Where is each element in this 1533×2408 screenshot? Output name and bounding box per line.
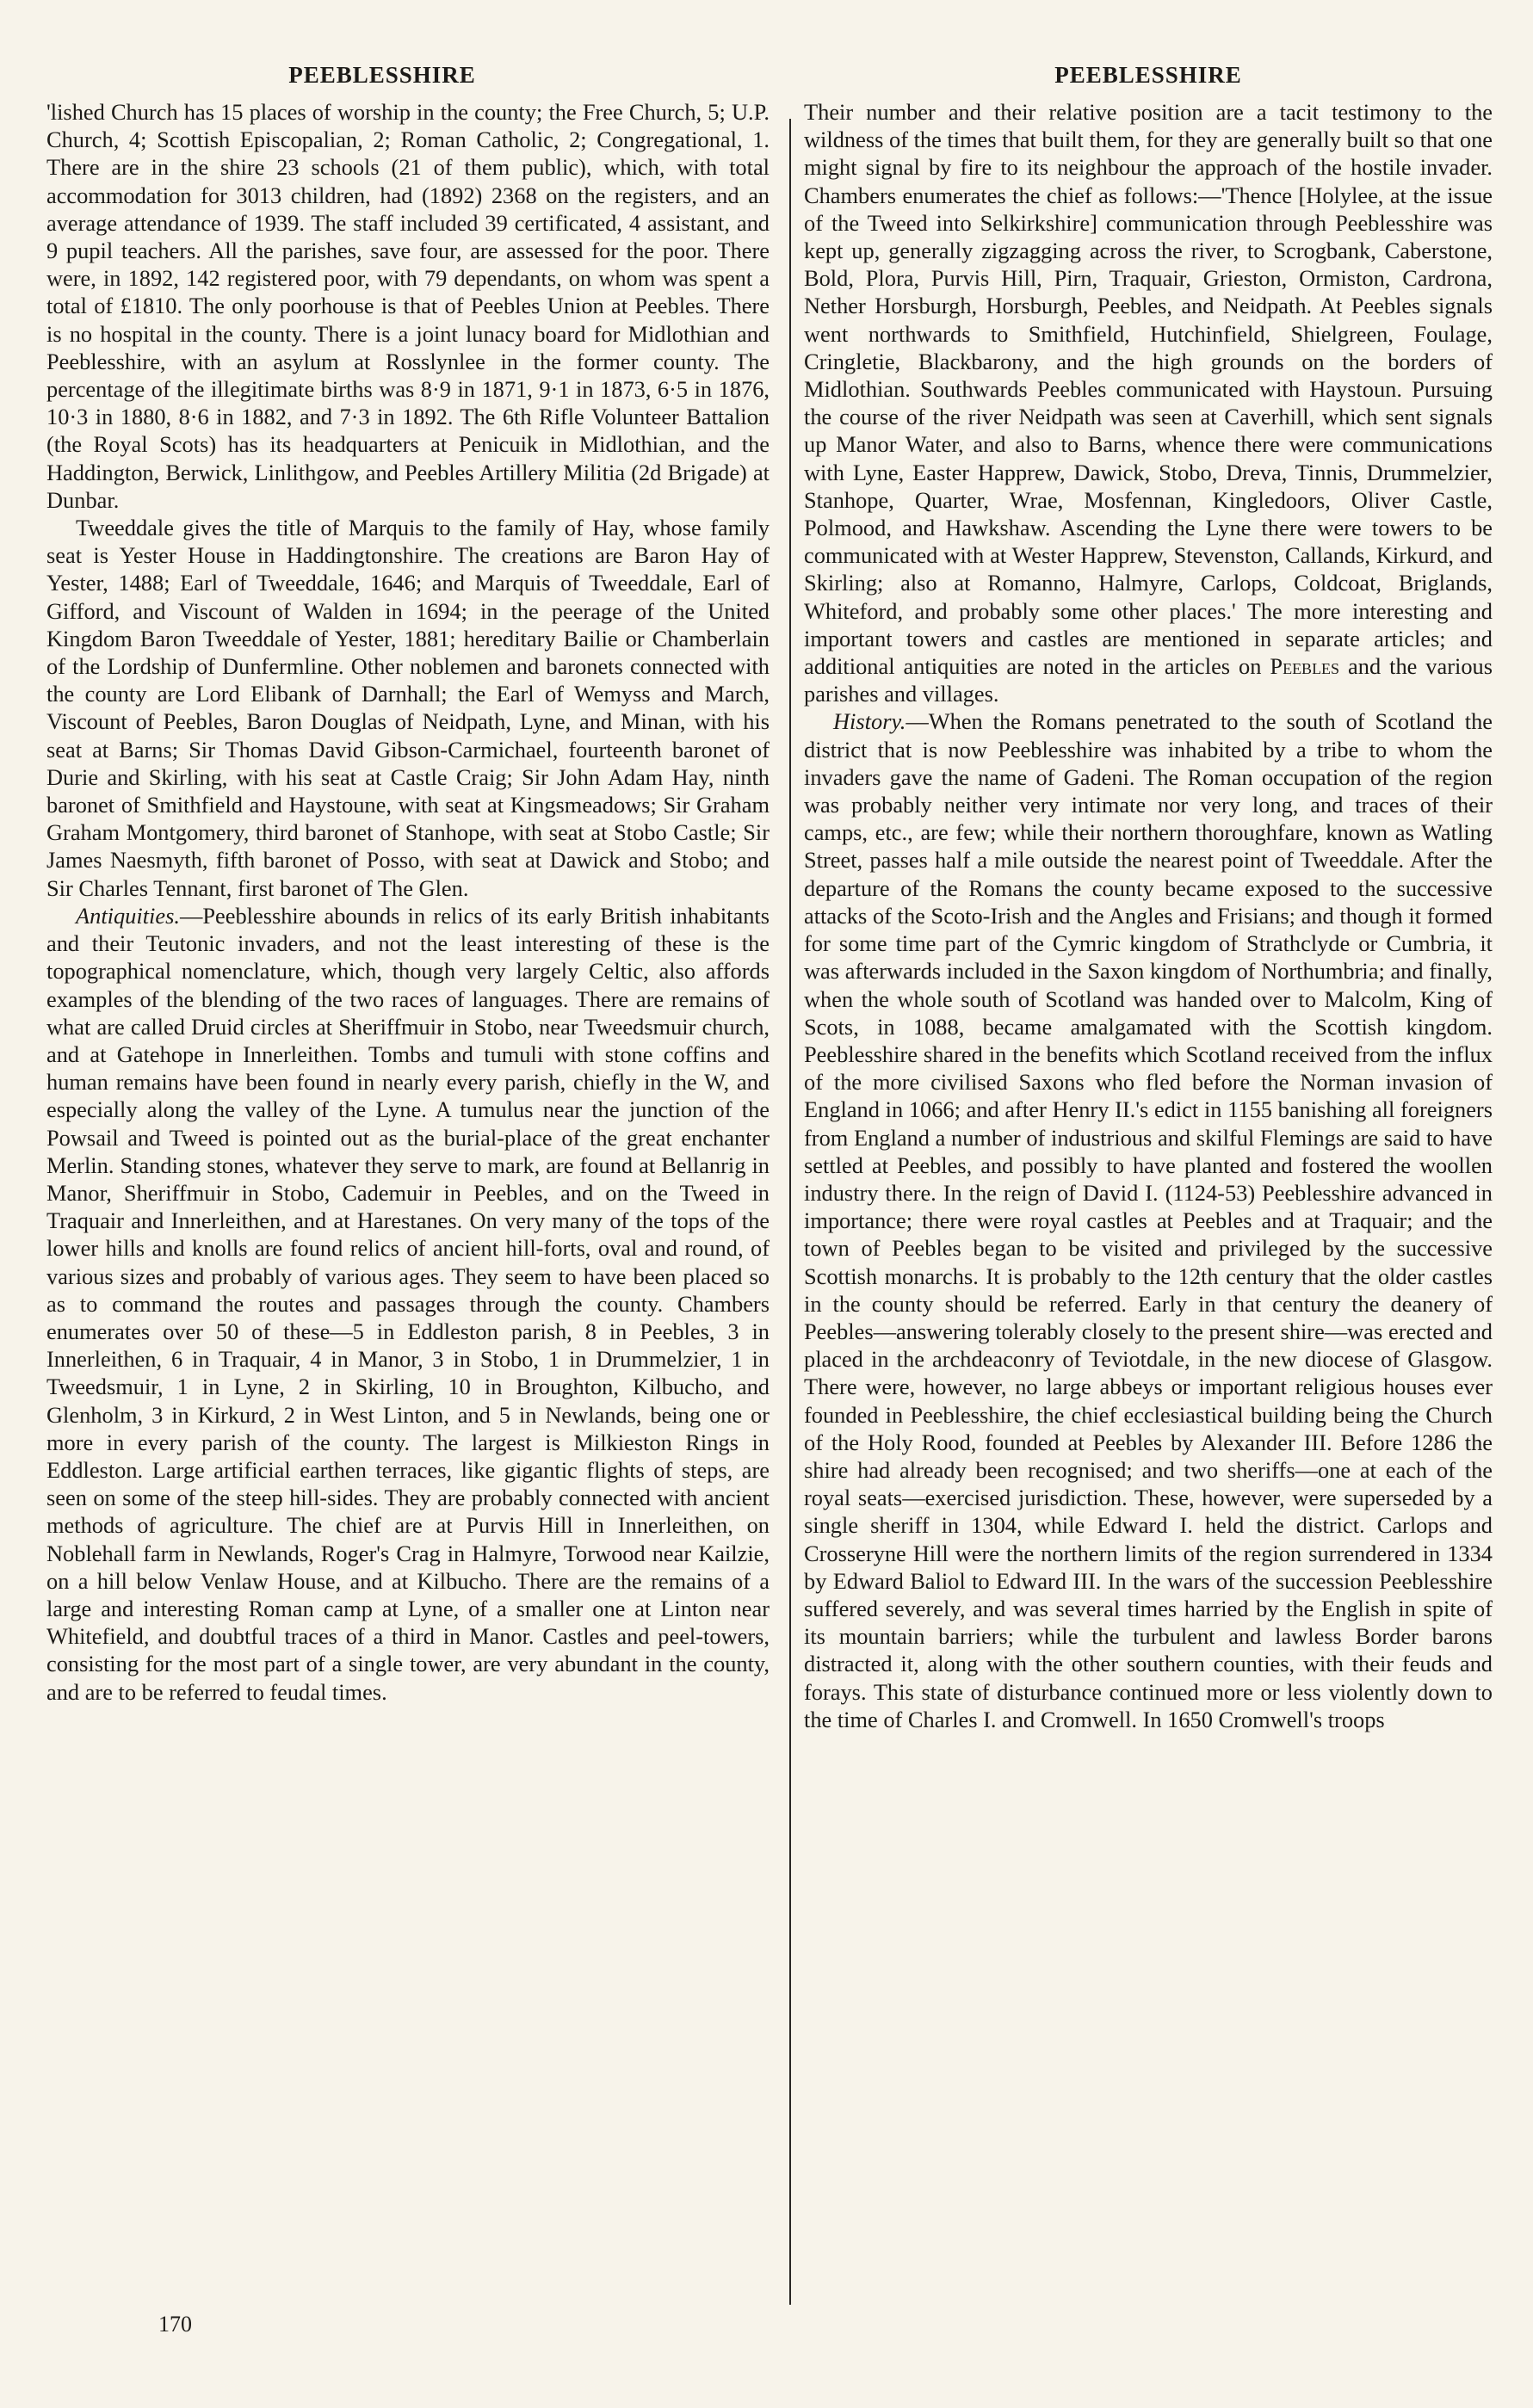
left-running-head: PEEBLESSHIRE bbox=[288, 62, 476, 88]
paragraph-text: —When the Romans penetrated to the south of Scotland the district that is now Peeblesshire was inhabited by a tribe to whom the invaders gave the name of Gadeni. The Roman occupation of the region was probably neither very intimate nor very long, and traces of their camps, etc., are few; while their northern thoroughfare, known as Watling Street, passes half a mile outside the nearest point of Tweeddale. After the departure of the Romans the county became exposed to the successive attacks of the Scoto-Irish and the Angles and Frisians; and though it formed for some time part of the Cymric kingdom of Strathclyde or Cumbria, it was afterwards included in the Saxon kingdom of Northumbria; and finally, when the whole south of Scotland was handed over to Malcolm, King of Scots, in 1088, became amalgamated with the Scottish kingdom. Peeblesshire shared in the benefits which Scotland received from the influx of the more civilised Saxons who fled before the Norman invasion of England in 1066; and after Henry II.'s edict in 1155 banishing all foreigners from England a number of industrious and skilful Flemings are said to have settled at Peebles, and possibly to have planted and fostered the woollen industry there. In the reign of David I. (1124-53) Peeblesshire advanced in importance; there were royal castles at Peebles and at Traquair; and the town of Peebles began to be visited and privileged by the successive Scottish monarchs. It is probably to the 12th century that the older castles in the county should be referred. Early in that century the deanery of Peebles—answering tolerably closely to the present shire—was erected and placed in the archdeaconry of Teviotdale, in the new diocese of Glasgow. There were, however, no large abbeys or important religious houses ever founded in Peeblesshire, the chief ecclesiastical building being the Church of the Holy Rood, founded at Peebles by Alexander III. Before 1286 the shire had already been recognised; and two sheriffs—one at each of the royal seats—exercised jurisdiction. These, however, were superseded by a single sheriff in 1304, while Edward I. held the district. Carlops and Crosseryne Hill were the northern limits of the region surrendered in 1334 by Edward Baliol to Edward III. In the wars of the succession Peeblesshire suffered severely, and was several times harried by the English in spite of its mountain barriers; while the turbulent and lawless Border barons distracted it, along with the other southern counties, with their feuds and forays. This state of disturbance continued more or less violently down to the time of Charles I. and Cromwell. In 1650 Cromwell's troops bbox=[804, 708, 1493, 1732]
right-column bbox=[804, 60, 1493, 1733]
left-column bbox=[46, 60, 770, 1706]
cross-reference-peebles[interactable]: Peebles bbox=[1270, 653, 1340, 680]
column-divider bbox=[789, 119, 791, 2305]
paragraph-antiquities bbox=[46, 902, 770, 1706]
paragraph-text: Tweeddale gives the title of Marquis to the family of Hay, whose family seat is Yester House in Haddingtonshire. The creations are Baron Hay of Yester, 1488; Earl of Tweeddale, 1646; and Marquis of Tweeddale, Earl of Gifford, and Viscount of Walden in 1694; in the peerage of the United Kingdom Baron Tweeddale of Yester, 1881; hereditary Bailie or Chamberlain of the Lordship of Dunfermline. Other noblemen and baronets connected with the county are Lord Elibank of Darnhall; the Earl of Wemyss and March, Viscount of Peebles, Baron Douglas of Neidpath, Lyne, and Minan, with his seat at Barns; Sir Thomas David Gibson-Carmichael, fourteenth baronet of Durie and Skirling, with his seat at Castle Craig; Sir John Adam Hay, ninth baronet of Smithfield and Haystoune, with seat at Kingsmeadows; Sir Graham Graham Montgomery, third baronet of Stanhope, with seat at Stobo Castle; Sir James Naesmyth, fifth baronet of Posso, with seat at Dawick and Stobo; and Sir Charles Tennant, first baronet of The Glen. bbox=[46, 515, 770, 901]
paragraph-text: 'lished Church has 15 places of worship in the county; the Free Church, 5; U.P. Church, 4; Scottish Episcopalian, 2; Roman Catholic, 2; Congregational, 1. There are in the shire 23 schools (21 of them public), which, with total accommodation for 3013 children, had (1892) 2368 on the registers, and an average attendance of 1939. The staff included 39 certificated, 4 assistant, and 9 pupil teachers. All the parishes, save four, are assessed for the poor. There were, in 1892, 142 registered poor, with 79 dependants, on whom was spent a total of £1810. The only poorhouse is that of Peebles Union at Peebles. There is no hospital in the county. There is a joint lunacy board for Midlothian and Peeblesshire, with an asylum at Rosslynlee in the former county. The percentage of the illegitimate births was 8·9 in 1871, 9·1 in 1873, 6·5 in 1876, 10·3 in 1880, 8·6 in 1882, and 7·3 in 1892. The 6th Rifle Volunteer Battalion (the Royal Scots) has its headquarters at Penicuik in Midlothian, and the Haddington, Berwick, Linlithgow, and Peebles Artillery Militia (2d Brigade) at Dunbar. bbox=[46, 99, 770, 513]
paragraph-church-statistics bbox=[46, 98, 770, 514]
section-heading-history: History. bbox=[833, 708, 906, 735]
paragraph-text: Their number and their relative position are a tacit testimony to the wildness of the times that built them, for they are generally built so that one might signal by fire to its neighbour the approach of the hostile invader. Chambers enumerates the chief as follows:—'Thence [Holylee, at the issue of the Tweed into Selkirkshire] communication through Peeblesshire was kept up, generally zigzagging across the river, to Scrogbank, Caberstone, Bold, Plora, Purvis Hill, Pirn, Traquair, Grieston, Ormiston, Cardrona, Nether Horsburgh, Horsburgh, Peebles, and Neidpath. At Peebles signals went northwards to Smithfield, Hutchinfield, Shielgreen, Foulage, Cringletie, Blackbarony, and the high grounds on the borders of Midlothian. Southwards Peebles communicated with Haystoun. Pursuing the course of the river Neidpath was seen at Caverhill, which sent signals up Manor Water, and also to Barns, whence there were communications with Lyne, Easter Happrew, Dawick, Stobo, Dreva, Tinnis, Drummelzier, Stanhope, Quarter, Wrae, Mosfennan, Kingledoors, Oliver Castle, Polmood, and Hawkshaw. Ascending the Lyne there were towers to be communicated with at Wester Happrew, Stevenston, Callands, Kirkurd, and Skirling; also at Romanno, Halmyre, Carlops, Coldcoat, Briglands, Whiteford, and probably some other places.' The more interesting and important towers and castles are mentioned in separate articles; and additional antiquities are noted in the articles on bbox=[804, 99, 1493, 680]
paragraph-history bbox=[804, 707, 1493, 1733]
section-heading-antiquities: Antiquities. bbox=[76, 902, 180, 929]
paragraph-text-tail: and the various parishes and villages. bbox=[804, 653, 1493, 707]
page-number: 170 bbox=[158, 2312, 192, 2337]
paragraph-text: —Peeblesshire abounds in relics of its early British inhabitants and their Teutonic invaders, and not the least interesting of these is the topographical nomenclature, which, though very largely Celtic, also affords examples of the blending of the two races of languages. There are remains of what are called Druid circles at Sheriffmuir in Stobo, near Tweedsmuir church, and at Gatehope in Innerleithen. Tombs and tumuli with stone coffins and human remains have been found in nearly every parish, chiefly in the W, and especially along the valley of the Lyne. A tumulus near the junction of the Powsail and Tweed is pointed out as the burial-place of the great enchanter Merlin. Standing stones, whatever they serve to mark, are found at Bellanrig in Manor, Sheriffmuir in Stobo, Cademuir in Peebles, and on the Tweed in Traquair and Innerleithen, and at Harestanes. On very many of the tops of the lower hills and knolls are found relics of ancient hill-forts, oval and round, of various sizes and probably of various ages. They seem to have been placed so as to command the routes and passages through the county. Chambers enumerates over 50 of these—5 in Eddleston parish, 8 in Peebles, 3 in Innerleithen, 6 in Traquair, 4 in Manor, 3 in Stobo, 1 in Drummelzier, 1 in Tweedsmuir, 1 in Lyne, 2 in Skirling, 10 in Broughton, Kilbucho, and Glenholm, 3 in Kirkurd, 2 in West Linton, and 5 in Newlands, being one or more in every parish of the county. The largest is Milkieston Rings in Eddleston. Large artificial earthen terraces, like gigantic flights of steps, are seen on some of the steep hill-sides. They are probably connected with ancient methods of agriculture. The chief are at Purvis Hill in Innerleithen, on Noblehall farm in Newlands, Roger's Crag in Halmyre, Torwood near Kailzie, on a hill below Venlaw House, and at Kilbucho. There are the remains of a large and interesting Roman camp at Lyne, of a smaller one at Linton near Whitefield, and doubtful traces of a third in Manor. Castles and peel-towers, consisting for the most part of a single tower, are very abundant in the county, and are to be referred to feudal times. bbox=[46, 902, 770, 1705]
paragraph-towers bbox=[804, 98, 1493, 707]
paragraph-tweeddale bbox=[46, 514, 770, 902]
right-running-head: PEEBLESSHIRE bbox=[1054, 62, 1242, 88]
